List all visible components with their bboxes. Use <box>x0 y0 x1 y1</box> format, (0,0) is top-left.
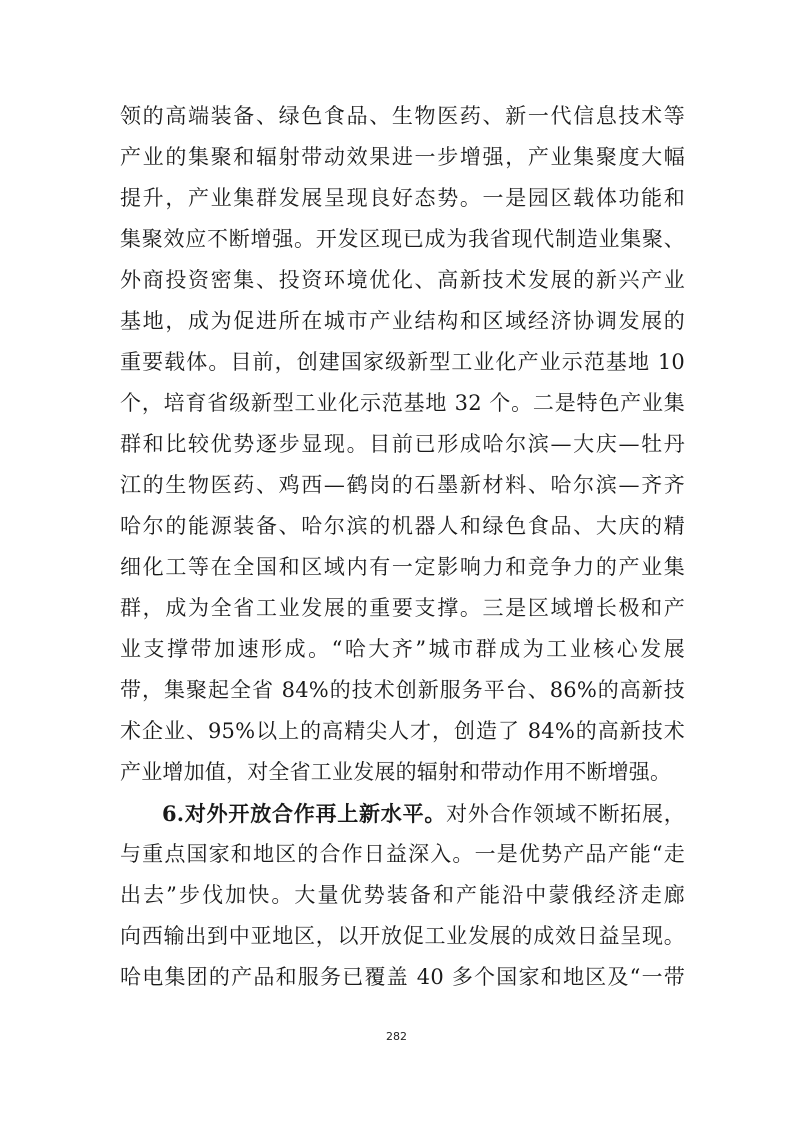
text-line: 术企业、95%以上的高精尖人才，创造了 84%的高新技术 <box>120 719 685 743</box>
text-line: 提升，产业集群发展呈现良好态势。一是园区载体功能和 <box>120 186 685 210</box>
text-line: 带，集聚起全省 84%的技术创新服务平台、86%的高新技 <box>120 678 685 702</box>
section-6-heading: 6.对外开放合作再上新水平。 <box>162 801 447 826</box>
text-line: 外商投资密集、投资环境优化、高新技术发展的新兴产业 <box>120 268 685 292</box>
text-line: 集聚效应不断增强。开发区现已成为我省现代制造业集聚、 <box>120 227 685 251</box>
body-text <box>120 96 685 998</box>
text-line: 江的生物医药、鸡西—鹤岗的石墨新材料、哈尔滨—齐齐 <box>120 473 685 497</box>
text-line: 产业的集聚和辐射带动效果进一步增强，产业集聚度大幅 <box>120 145 685 169</box>
page-number: 282 <box>386 1030 407 1043</box>
text-line: 群，成为全省工业发展的重要支撑。三是区域增长极和产 <box>120 596 685 620</box>
text-line: 哈电集团的产品和服务已覆盖 40 多个国家和地区及“一带 <box>120 965 685 989</box>
section-6-first-line-text: 对外合作领域不断拓展， <box>446 802 685 826</box>
text-line: 产业增加值，对全省工业发展的辐射和带动作用不断增强。 <box>120 760 672 784</box>
text-line: 重要载体。目前，创建国家级新型工业化产业示范基地 10 <box>120 350 685 374</box>
text-line: 出去”步伐加快。大量优势装备和产能沿中蒙俄经济走廊 <box>120 883 685 907</box>
text-line: 与重点国家和地区的合作日益深入。一是优势产品产能“走 <box>120 842 685 866</box>
text-line: 基地，成为促进所在城市产业结构和区域经济协调发展的 <box>120 309 685 333</box>
text-line: 细化工等在全国和区域内有一定影响力和竞争力的产业集 <box>120 555 685 579</box>
text-line: 向西输出到中亚地区，以开放促工业发展的成效日益呈现。 <box>120 924 685 948</box>
section-6-first-line <box>120 793 685 834</box>
text-line: 哈尔的能源装备、哈尔滨的机器人和绿色食品、大庆的精 <box>120 514 685 538</box>
text-line: 个，培育省级新型工业化示范基地 32 个。二是特色产业集 <box>120 391 685 415</box>
text-line: 领的高端装备、绿色食品、生物医药、新一代信息技术等 <box>120 104 685 128</box>
text-line: 业支撑带加速形成。“哈大齐”城市群成为工业核心发展 <box>120 637 685 661</box>
text-line: 群和比较优势逐步显现。目前已形成哈尔滨—大庆—牡丹 <box>120 432 685 456</box>
